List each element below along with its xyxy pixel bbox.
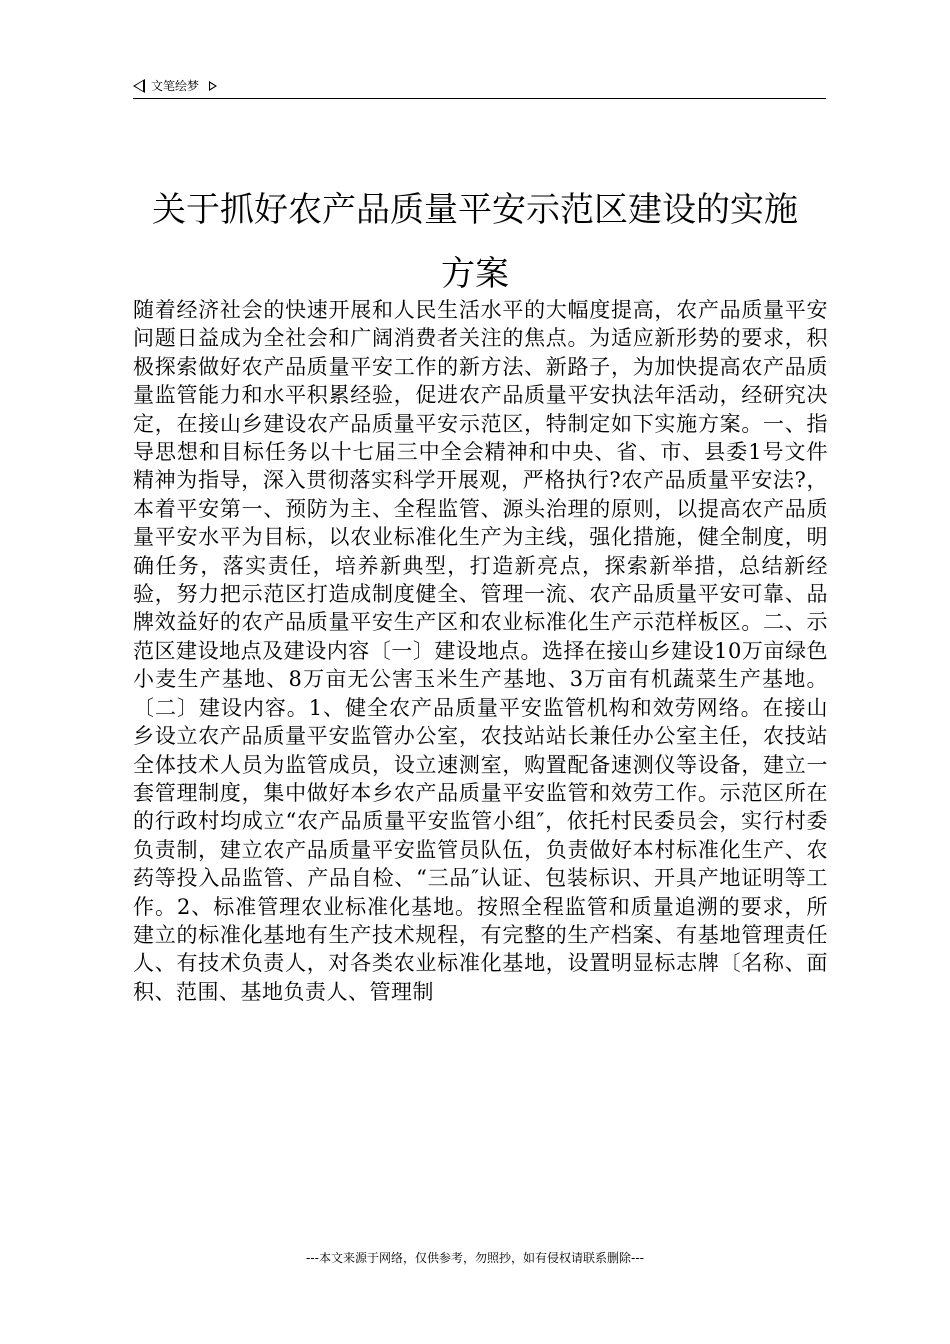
title-line-1: 关于抓好农产品质量平安示范区建设的实施 [152, 190, 798, 230]
document-title [100, 178, 850, 306]
document-body: 随着经济社会的快速开展和人民生活水平的大幅度提高，农产品质量平安问题日益成为全社会和广阔消费者关注的焦点。为适应新形势的要求，积极探索做好农产品质量平安工作的新方法、新路子，为加快提高农产品质量监管能力和水平积累经验，促进农产品质量平安执法年活动，经研究决定，在接山乡建设农产品质量平安示范区，特制定如下实施方案。一、指导思想和目标任务以十七届三中全会精神和中央、省、市、县委1号文件精神为指导，深入贯彻落实科学开展观，严格执行?农产品质量平安法?，本着平安第一、预防为主、全程监管、源头治理的原则，以提高农产品质量平安水平为目标，以农业标准化生产为主线，强化措施，健全制度，明确任务，落实责任，培养新典型，打造新亮点，探索新举措，总结新经验，努力把示范区打造成制度健全、管理一流、农产品质量平安可靠、品牌效益好的农产品质量平安生产区和农业标准化生产示范样板区。二、示范区建设地点及建设内容〔一〕建设地点。选择在接山乡建设10万亩绿色小麦生产基地、8万亩无公害玉米生产基地、3万亩有机蔬菜生产基地。〔二〕建设内容。1、健全农产品质量平安监管机构和效劳网络。在接山乡设立农产品质量平安监管办公室，农技站站长兼任办公室主任，农技站全体技术人员为监管成员，设立速测室，购置配备速测仪等设备，建立一套管理制度，集中做好本乡农产品质量平安监管和效劳工作。示范区所在的行政村均成立“农产品质量平安监管小组″，依托村民委员会，实行村委负责制，建立农产品质量平安监管员队伍，负责做好本村标准化生产、农药等投入品监管、产品自检、“三品″认证、包装标识、开具产地证明等工作。2、标准管理农业标准化基地。按照全程监管和质量追溯的要求，所建立的标准化基地有生产技术规程，有完整的生产档案、有基地管理责任人、有技术负责人，对各类农业标准化基地，设置明显标志牌〔名称、面积、范围、基地负责人、管理制 [133, 298, 828, 1004]
triangle-left-icon [133, 79, 145, 93]
page-header [133, 74, 826, 99]
triangle-right-icon [209, 81, 217, 91]
title-line-2: 方案 [441, 254, 509, 294]
header-brand: 文笔绘梦 [151, 79, 200, 93]
page-footer-notice: ---本文来源于网络，仅供参考，勿照抄，如有侵权请联系删除--- [306, 1251, 644, 1265]
